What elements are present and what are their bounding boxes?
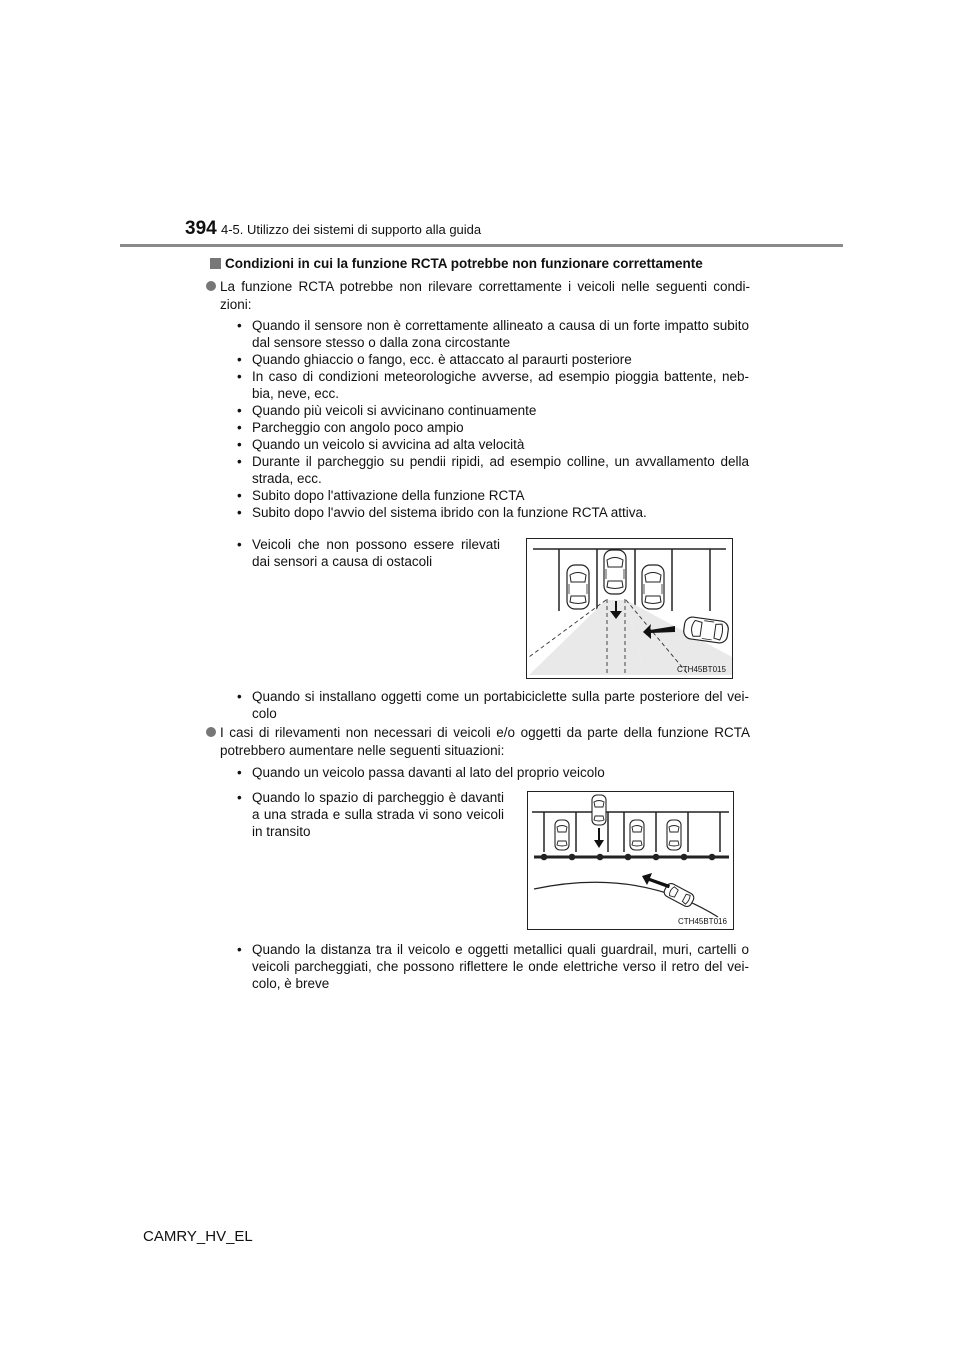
paragraph-text: I casi di rilevamenti non necessari di veicoli e/o oggetti da parte della funzione RCTA potrebbero aumentare nelle seguenti situazioni: [220, 725, 750, 758]
situations-list [237, 764, 749, 781]
list-item: • Subito dopo l'attivazione della funzione RCTA [237, 487, 749, 504]
figure1-caption-list [237, 536, 500, 570]
page-number: 394 [185, 218, 217, 239]
list-item: • Quando lo spazio di parcheggio è davanti a una strada e sulla strada vi sono veicoli in transito [237, 789, 504, 840]
header-divider [120, 244, 843, 247]
list-item: • Parcheggio con angolo poco ampio [237, 419, 749, 436]
parking-illustration [527, 539, 732, 678]
list-item: • Quando il sensore non è correttamente allineato a causa di un forte impatto subito dal sensore stesso o dalla zona circostante [237, 317, 749, 351]
figure-road-traffic [527, 791, 734, 930]
list-item: • Quando si installano oggetti come un portabiciclette sulla parte posteriore del vei-colo [237, 688, 749, 722]
list-item: • Durante il parcheggio su pendii ripidi, ad esempio colline, un avvallamento della strada, ecc. [237, 453, 749, 487]
chapter-title: 4-5. Utilizzo dei sistemi di supporto alla guida [221, 222, 482, 237]
list-item: • Veicoli che non possono essere rilevati dai sensori a causa di ostacoli [237, 536, 500, 570]
list-item: • Quando un veicolo si avvicina ad alta velocità [237, 436, 749, 453]
list-item: • Quando ghiaccio o fango, ecc. è attaccato al paraurti posteriore [237, 351, 749, 368]
figure-code: CTH45BT015 [677, 665, 726, 674]
list-item: • Subito dopo l'avvio del sistema ibrido con la funzione RCTA attiva. [237, 504, 749, 521]
list-item: • In caso di condizioni meteorologiche avverse, ad esempio pioggia battente, neb-bia, neve, ecc. [237, 368, 749, 402]
paragraph-unnecessary-detection [220, 724, 750, 760]
section-heading [210, 256, 703, 271]
square-bullet-icon [210, 258, 221, 269]
road-illustration [528, 792, 733, 929]
metal-objects-list [237, 941, 749, 992]
list-item: • Quando più veicoli si avvicinano continuamente [237, 402, 749, 419]
bike-rack-list [237, 688, 749, 722]
list-item: • Quando la distanza tra il veicolo e oggetti metallici quali guardrail, muri, cartelli o veicoli parcheggiati, che possono riflettere le onde elettriche verso il retro del vei-colo, è breve [237, 941, 749, 992]
paragraph-text: La funzione RCTA potrebbe non rilevare correttamente i veicoli nelle seguenti condi-zioni: [220, 279, 750, 312]
paragraph-not-detected [220, 278, 750, 314]
figure2-caption-list [237, 789, 504, 840]
figure-code: CTH45BT016 [678, 917, 727, 926]
list-item: • Quando un veicolo passa davanti al lato del proprio veicolo [237, 764, 749, 781]
circle-bullet-icon [206, 727, 216, 737]
figure-obstructed-sensors [526, 538, 733, 679]
footer-model: CAMRY_HV_EL [143, 1228, 253, 1245]
circle-bullet-icon [206, 281, 216, 291]
section-heading-text: Condizioni in cui la funzione RCTA potrebbe non funzionare correttamente [225, 256, 703, 271]
conditions-list [237, 317, 749, 521]
